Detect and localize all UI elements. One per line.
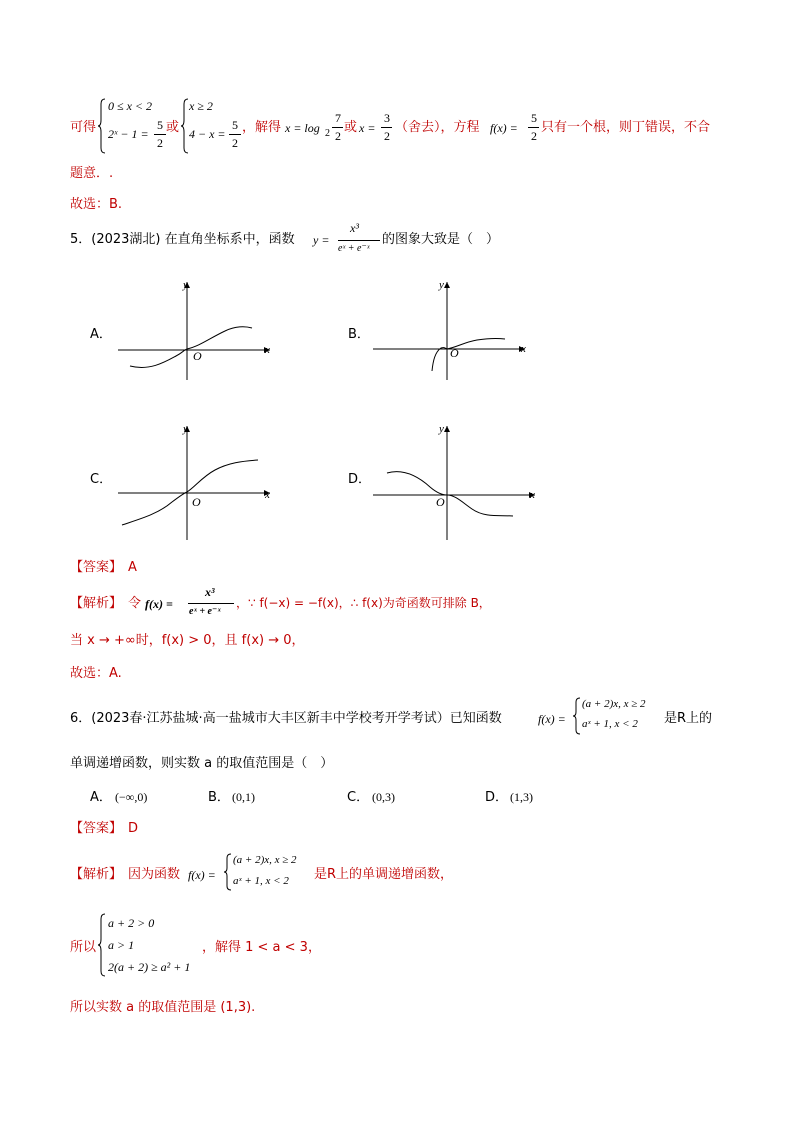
frac-line: [188, 603, 234, 604]
q6-prefix: 6．(2023春·江苏盐城·高一盐城市大丰区新丰中学校考开学考试）已知函数: [70, 711, 502, 726]
answer-value: D: [128, 821, 139, 836]
q5-num: x³: [350, 221, 359, 235]
axis-x-label: x: [530, 489, 535, 501]
brace-q6b: [224, 853, 232, 891]
frac-den: 2: [531, 129, 537, 143]
choice-label: C．: [347, 790, 370, 805]
q5-suffix: 的图象大致是（ ）: [382, 232, 500, 247]
odd-cond: ，∵ f(−x) = −f(x)，∴ f(x)为奇函数可排除 B，: [236, 596, 491, 610]
frac-num: 7: [335, 111, 341, 125]
q5-y-eq: y =: [313, 233, 330, 247]
text-discard: （舍去），方程: [395, 120, 480, 135]
solution-choose: 故选：B.: [70, 197, 123, 212]
f-num: x³: [205, 585, 215, 599]
case2: aˣ + 1, x < 2: [233, 875, 289, 887]
choice-value: (0,3): [372, 790, 395, 804]
analysis-choose: 故选：A.: [70, 666, 122, 681]
choice-value: (1,3): [510, 790, 533, 804]
option-label: C．: [90, 472, 113, 487]
frac-num: 5: [531, 111, 537, 125]
text-solve: ，解得: [242, 120, 282, 135]
option-label: D．: [348, 472, 372, 487]
axis-x-label: x: [265, 489, 270, 501]
axis-y-label: y: [439, 279, 444, 291]
answer-value: A: [128, 560, 137, 575]
q6-f-lhs: f(x) =: [538, 712, 566, 726]
f-lhs: f(x) =: [145, 597, 173, 611]
frac-den: 2: [335, 129, 341, 143]
analysis-tag: 【解析】: [70, 867, 123, 882]
answer-tag: 【答案】: [70, 821, 123, 836]
origin-label: O: [436, 495, 445, 509]
axis-y-label: y: [183, 423, 188, 435]
cond-2: a > 1: [108, 938, 135, 952]
analysis-suffix: 是R上的单调递增函数，: [314, 867, 454, 882]
so-text: 所以: [70, 940, 97, 955]
option-label: B．: [348, 327, 370, 342]
analysis-pre: 因为函数: [128, 867, 181, 882]
frac-line: [528, 127, 539, 128]
frac-line: [381, 127, 392, 128]
text-prefix: 可得: [70, 120, 97, 135]
origin-label: O: [193, 349, 202, 363]
axis-y-label: y: [183, 279, 188, 291]
text-or: 或: [344, 120, 358, 135]
origin-label: O: [192, 495, 201, 509]
q6-case2: aˣ + 1, x < 2: [582, 718, 638, 730]
frac-line: [338, 240, 380, 241]
choice-value: (0,1): [232, 790, 255, 804]
brace-2: [181, 98, 189, 154]
frac-line: [154, 134, 166, 135]
final-text: 所以实数 a 的取值范围是 (1,3).: [70, 1000, 256, 1015]
frac-num: 5: [232, 118, 238, 132]
frac-line: [229, 134, 241, 135]
frac-line: [332, 127, 343, 128]
frac-num: 5: [157, 118, 163, 132]
graph-a: [110, 276, 280, 381]
graph-c: [110, 422, 280, 542]
sol2: x =: [359, 121, 376, 135]
q5-prefix: 5．(2023湖北) 在直角坐标系中，函数: [70, 232, 295, 247]
axis-x-label: x: [265, 344, 270, 356]
choice-label: A．: [90, 790, 112, 805]
brace-1: [98, 98, 106, 154]
answer-tag: 【答案】: [70, 560, 123, 575]
f-den: eˣ + e⁻ˣ: [189, 606, 221, 617]
axis-x-label: x: [521, 343, 526, 355]
origin-label: O: [450, 346, 459, 360]
sol1: x = log: [285, 121, 320, 135]
analysis-tag: 【解析】: [70, 596, 123, 611]
analysis-f: f(x) =: [188, 868, 216, 882]
choice-label: B．: [208, 790, 230, 805]
q6-suffix: 是R上的: [664, 711, 713, 726]
analysis-line-b: 当 x → +∞时，f(x) > 0，且 f(x) → 0，: [70, 633, 305, 648]
q6-case1: (a + 2)x, x ≥ 2: [582, 698, 646, 710]
sys2-eq: 4 − x =: [189, 127, 226, 141]
option-label: A．: [90, 327, 112, 342]
eq-lhs: f(x) =: [490, 121, 518, 135]
q5-den: eˣ + e⁻ˣ: [338, 243, 370, 254]
brace-cond: [98, 913, 106, 977]
log-base: 2: [325, 128, 330, 139]
cond-1: a + 2 > 0: [108, 916, 155, 930]
sys1-eq: 2ˣ − 1 =: [108, 127, 149, 141]
graph-d: [365, 422, 545, 542]
frac-num: 3: [384, 111, 390, 125]
frac-den: 2: [232, 136, 238, 150]
analysis-pre: 令: [128, 596, 142, 611]
graph-b: [365, 276, 535, 381]
solve-text: ，解得 1 < a < 3，: [202, 940, 321, 955]
cond-3: 2(a + 2) ≥ a² + 1: [108, 960, 191, 974]
sys1-cond: 0 ≤ x < 2: [108, 99, 153, 113]
case1: (a + 2)x, x ≥ 2: [233, 854, 297, 866]
frac-den: 2: [157, 136, 163, 150]
q6-line2: 单调递增函数，则实数 a 的取值范围是（ ）: [70, 756, 334, 771]
text-or: 或: [166, 120, 180, 135]
text-tail: 只有一个根，则丁错误，不合: [541, 120, 711, 135]
sys2-cond: x ≥ 2: [189, 99, 213, 113]
solution-line-2: 题意．.: [70, 166, 114, 181]
frac-den: 2: [384, 129, 390, 143]
choice-label: D．: [485, 790, 509, 805]
brace-q6: [573, 697, 581, 735]
choice-value: (−∞,0): [115, 790, 148, 804]
axis-y-label: y: [439, 423, 444, 435]
